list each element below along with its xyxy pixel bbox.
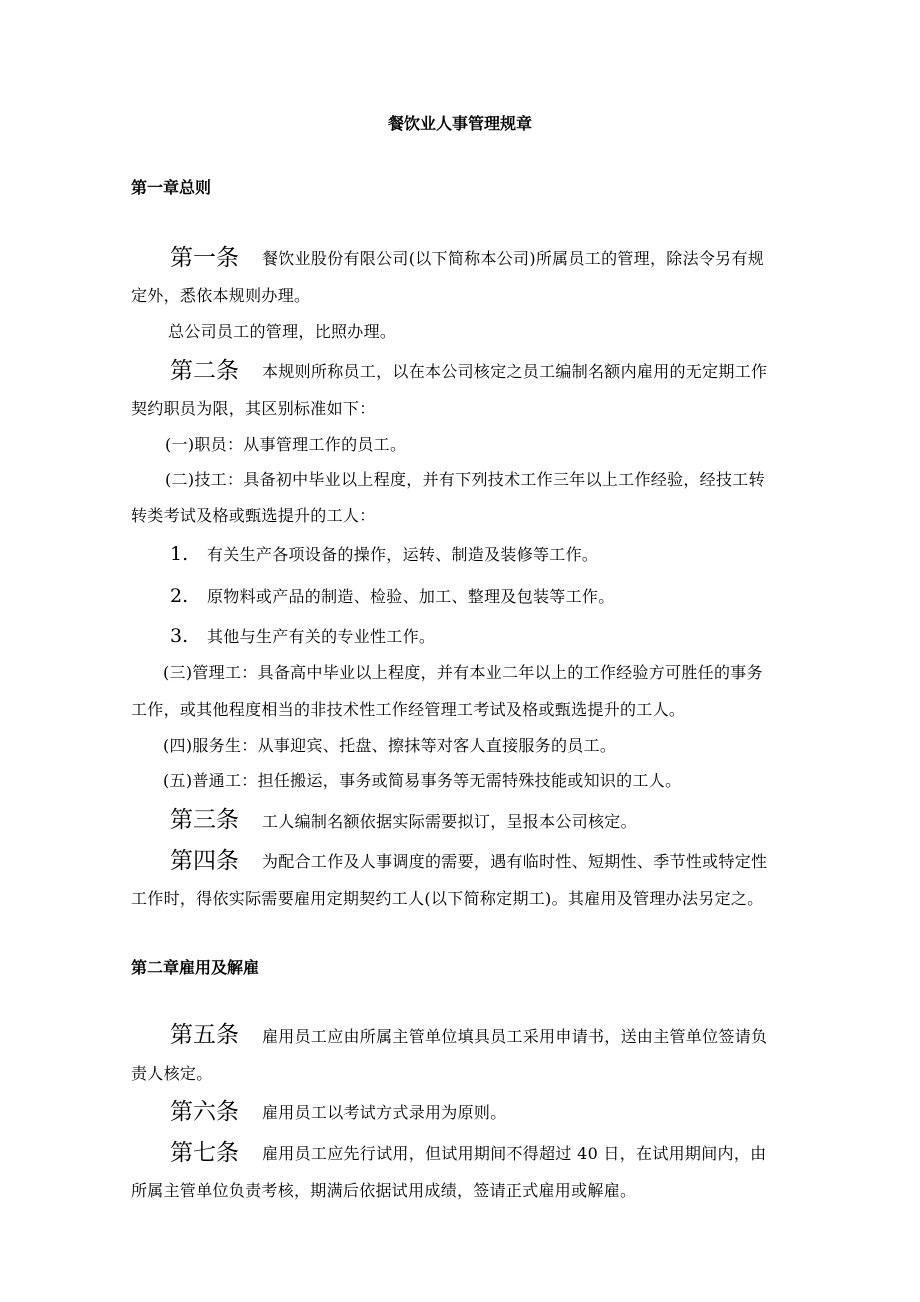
list-item-number: 1. — [170, 543, 189, 565]
category-line: (二)技工：具备初中毕业以上程度，并有下列技术工作三年以上工作经验，经技工转 — [165, 470, 765, 489]
article-label: 第五条 — [170, 1022, 239, 1048]
article-text: 餐饮业股份有限公司(以下简称本公司)所属员工的管理，除法令另有规 — [262, 249, 765, 268]
article-text: 工作时，得依实际需要雇用定期契约工人(以下简称定期工)。其雇用及管理办法另定之。 — [131, 889, 764, 908]
article-text: 本规则所称员工，以在本公司核定之员工编制名额内雇用的无定期工作 — [262, 362, 768, 381]
article-text: 总公司员工的管理，比照办理。 — [168, 322, 397, 341]
document-title: 餐饮业人事管理规章 — [387, 114, 532, 133]
list-item-text: 原物料或产品的制造、检验、加工、整理及包装等工作。 — [207, 587, 615, 606]
category-line: (五)普通工：担任搬运，事务或简易事务等无需特殊技能或知识的工人。 — [163, 771, 682, 790]
article-text: 雇用员工以考试方式录用为原则。 — [262, 1103, 507, 1122]
list-item-text: 其他与生产有关的专业性工作。 — [207, 627, 436, 646]
article-text: 责人核定。 — [131, 1064, 213, 1083]
chapter-heading: 第一章总则 — [131, 178, 212, 197]
category-line: (四)服务生：从事迎宾、托盘、擦抹等对客人直接服务的员工。 — [163, 736, 617, 755]
category-line: (三)管理工：具备高中毕业以上程度，并有本业二年以上的工作经验方可胜任的事务 — [163, 663, 763, 682]
list-item-number: 2. — [170, 585, 189, 607]
list-item-number: 3. — [170, 625, 189, 647]
article-text: 契约职员为限，其区别标准如下： — [131, 399, 376, 418]
article-label: 第四条 — [170, 848, 239, 874]
article-text: 定外，悉依本规则办理。 — [131, 286, 311, 305]
category-line: 转类考试及格或甄选提升的工人： — [131, 506, 376, 525]
article-text: 雇用员工应由所属主管单位填具员工采用申请书，送由主管单位签请负 — [262, 1027, 768, 1046]
article-label: 第七条 — [170, 1140, 239, 1166]
article-label: 第二条 — [170, 358, 239, 384]
article-text: 所属主管单位负责考核，期满后依据试用成绩，签请正式雇用或解雇。 — [131, 1181, 637, 1200]
article-label: 第三条 — [170, 807, 239, 833]
article-text: 工人编制名额依据实际需要拟订，呈报本公司核定。 — [262, 812, 637, 831]
article-label: 第一条 — [170, 245, 239, 271]
category-line: 工作，或其他程度相当的非技术性工作经管理工考试及格或甄选提升的工人。 — [131, 700, 686, 719]
article-text: 雇用员工应先行试用，但试用期间不得超过 40 日，在试用期间内，由 — [262, 1144, 767, 1163]
category-line: (一)职员：从事管理工作的员工。 — [165, 435, 407, 454]
article-text: 为配合工作及人事调度的需要，遇有临时性、短期性、季节性或特定性 — [262, 852, 768, 871]
list-item-text: 有关生产各项设备的操作，运转、制造及装修等工作。 — [207, 545, 599, 564]
chapter-heading: 第二章雇用及解雇 — [131, 958, 260, 977]
article-label: 第六条 — [170, 1099, 239, 1125]
